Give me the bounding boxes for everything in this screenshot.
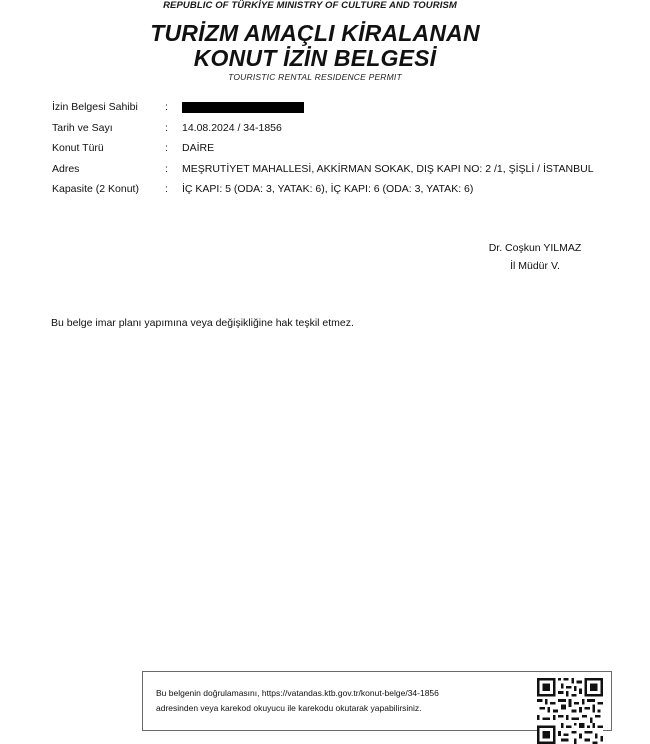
signature-block <box>480 239 590 275</box>
field-separator: : <box>165 183 168 195</box>
signer-title: İl Müdür V. <box>510 260 560 272</box>
document-subtitle: TOURISTIC RENTAL RESIDENCE PERMIT <box>228 72 402 82</box>
field-label: Konut Türü <box>52 142 104 154</box>
field-value: 14.08.2024 / 34-1856 <box>182 121 282 134</box>
field-separator: : <box>165 162 168 175</box>
field-label: Tarih ve Sayı <box>52 121 113 134</box>
verification-text <box>156 686 526 716</box>
field-value: MEŞRUTİYET MAHALLESİ, AKKİRMAN SOKAK, DIŞ KAPI NO: 2 /1, ŞİŞLİ / İSTANBUL <box>182 162 594 175</box>
field-separator: : <box>165 121 168 134</box>
field-label: İzin Belgesi Sahibi <box>52 101 138 113</box>
disclaimer-text: Bu belge imar planı yapımına veya değişikliğine hak teşkil etmez. <box>51 317 354 329</box>
field-separator: : <box>165 101 168 113</box>
signer-name: Dr. Coşkun YILMAZ <box>488 242 582 254</box>
document-title-line1: TURİZM AMAÇLI KİRALANAN <box>150 20 480 46</box>
field-value: DAİRE <box>182 142 215 154</box>
field-label: Kapasite (2 Konut) <box>52 183 139 195</box>
field-separator: : <box>165 142 168 154</box>
ministry-header: REPUBLIC OF TÜRKİYE MINISTRY OF CULTURE AND TOURISM <box>163 0 457 11</box>
verification-line: Bu belgenin doğrulamasını, https://vatandas.ktb.gov.tr/konut-belge/34-1856 <box>156 688 439 698</box>
field-row-address <box>52 162 632 183</box>
document-title-line2: KONUT İZİN BELGESİ <box>193 45 437 71</box>
redaction-bar <box>182 102 304 113</box>
field-value-redacted <box>182 100 304 114</box>
field-label: Adres <box>52 162 80 175</box>
field-value: İÇ KAPI: 5 (ODA: 3, YATAK: 6), İÇ KAPI: 6 (ODA: 3, YATAK: 6) <box>182 183 474 195</box>
qr-code-icon[interactable] <box>537 678 603 744</box>
permit-fields <box>52 100 632 203</box>
field-row-residence-type <box>52 141 632 162</box>
field-row-capacity <box>52 182 632 203</box>
verification-box <box>142 671 612 731</box>
verification-line: adresinden veya karekod okuyucu ile karekodu okutarak yapabilirsiniz. <box>156 703 422 713</box>
field-row-date-number <box>52 121 632 142</box>
field-row-permit-holder <box>52 100 632 121</box>
